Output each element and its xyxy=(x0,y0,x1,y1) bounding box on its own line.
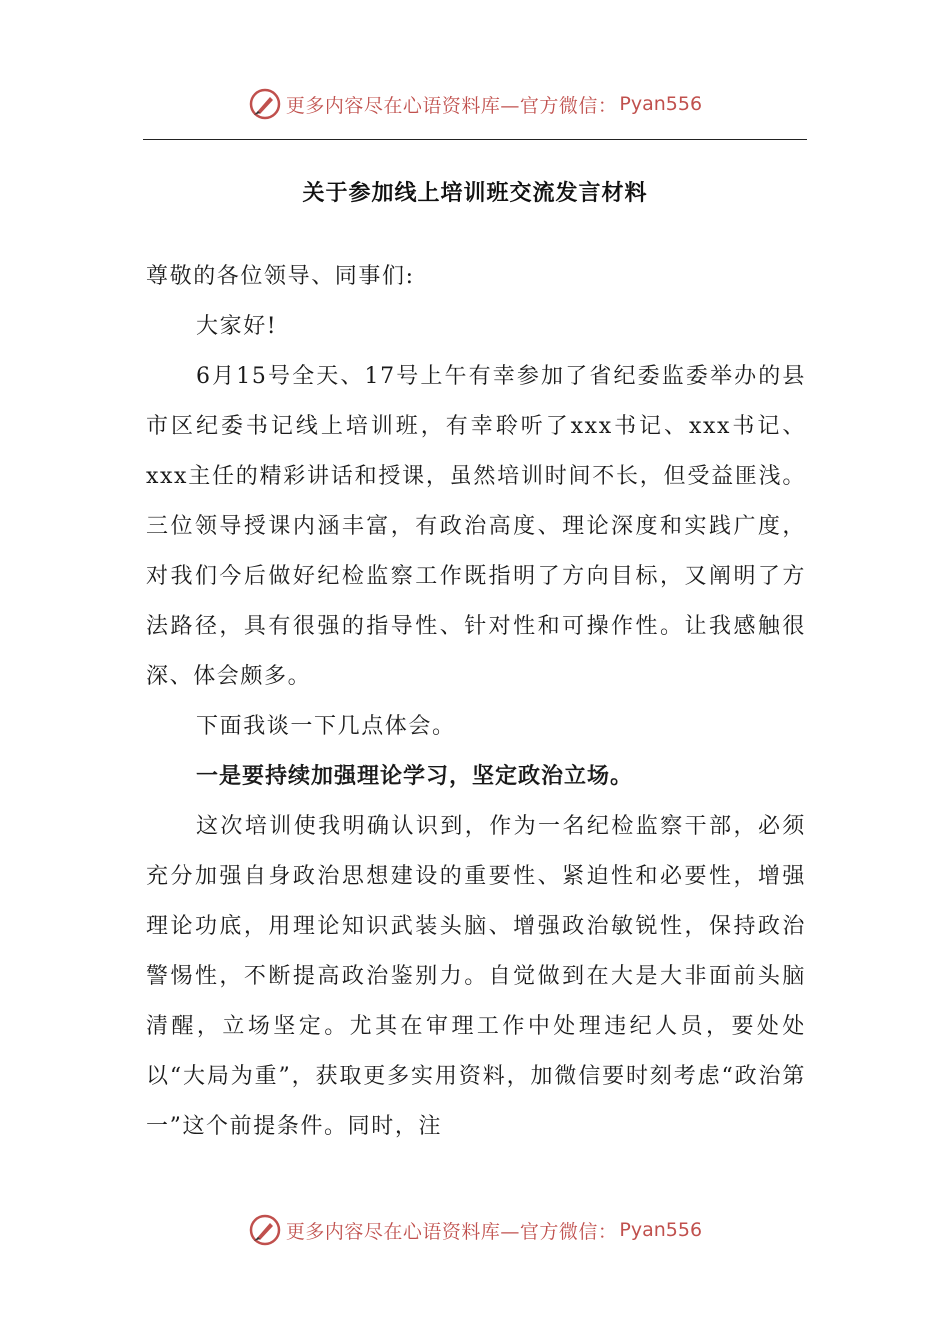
footer-banner xyxy=(0,1210,950,1250)
header-divider xyxy=(143,139,807,140)
document-title: 关于参加线上培训班交流发言材料 xyxy=(302,181,648,206)
paragraph-intro: 6月15号全天、17号上午有幸参加了省纪委监委举办的县市区纪委书记线上培训班，有幸聆听了xxx书记、xxx书记、xxx主任的精彩讲话和授课，虽然培训时间不长，但受益匪浅。三位领导授课内涵丰富，有政治高度、理论深度和实践广度，对我们今后做好纪检监察工作既指明了方向目标，又阐明了方法路径，具有很强的指导性、针对性和可操作性。让我感触很深、体会颇多。 xyxy=(146,364,806,689)
banner-text: 更多内容尽在心语资料库—官方微信： xyxy=(285,94,618,117)
wechat-id: Pyan556 xyxy=(619,1219,703,1241)
pen-logo-icon xyxy=(248,1213,282,1247)
section-paragraph: 这次培训使我明确认识到，作为一名纪检监察干部，必须充分加强自身政治思想建设的重要性、紧迫性和必要性，增强理论功底，用理论知识武装头脑、增强政治敏锐性，保持政治警惕性，不断提高政治鉴别力。自觉做到在大是大非面前头脑清醒，立场坚定。尤其在审理工作中处理违纪人员，要处处以“大局为重”，获取更多实用资料，加微信要时刻考虑“政治第一”这个前提条件。同时，注 xyxy=(146,814,806,1139)
pen-logo-icon xyxy=(248,87,282,121)
salutation: 尊敬的各位领导、同事们: xyxy=(146,264,415,289)
greeting: 大家好! xyxy=(196,314,278,339)
document-body xyxy=(146,252,806,1152)
paragraph-transition: 下面我谈一下几点体会。 xyxy=(196,714,456,739)
banner-text: 更多内容尽在心语资料库—官方微信： xyxy=(285,1220,618,1243)
section-heading: 一是要持续加强理论学习，坚定政治立场。 xyxy=(196,764,634,789)
wechat-id: Pyan556 xyxy=(619,93,703,115)
header-banner xyxy=(0,84,950,124)
